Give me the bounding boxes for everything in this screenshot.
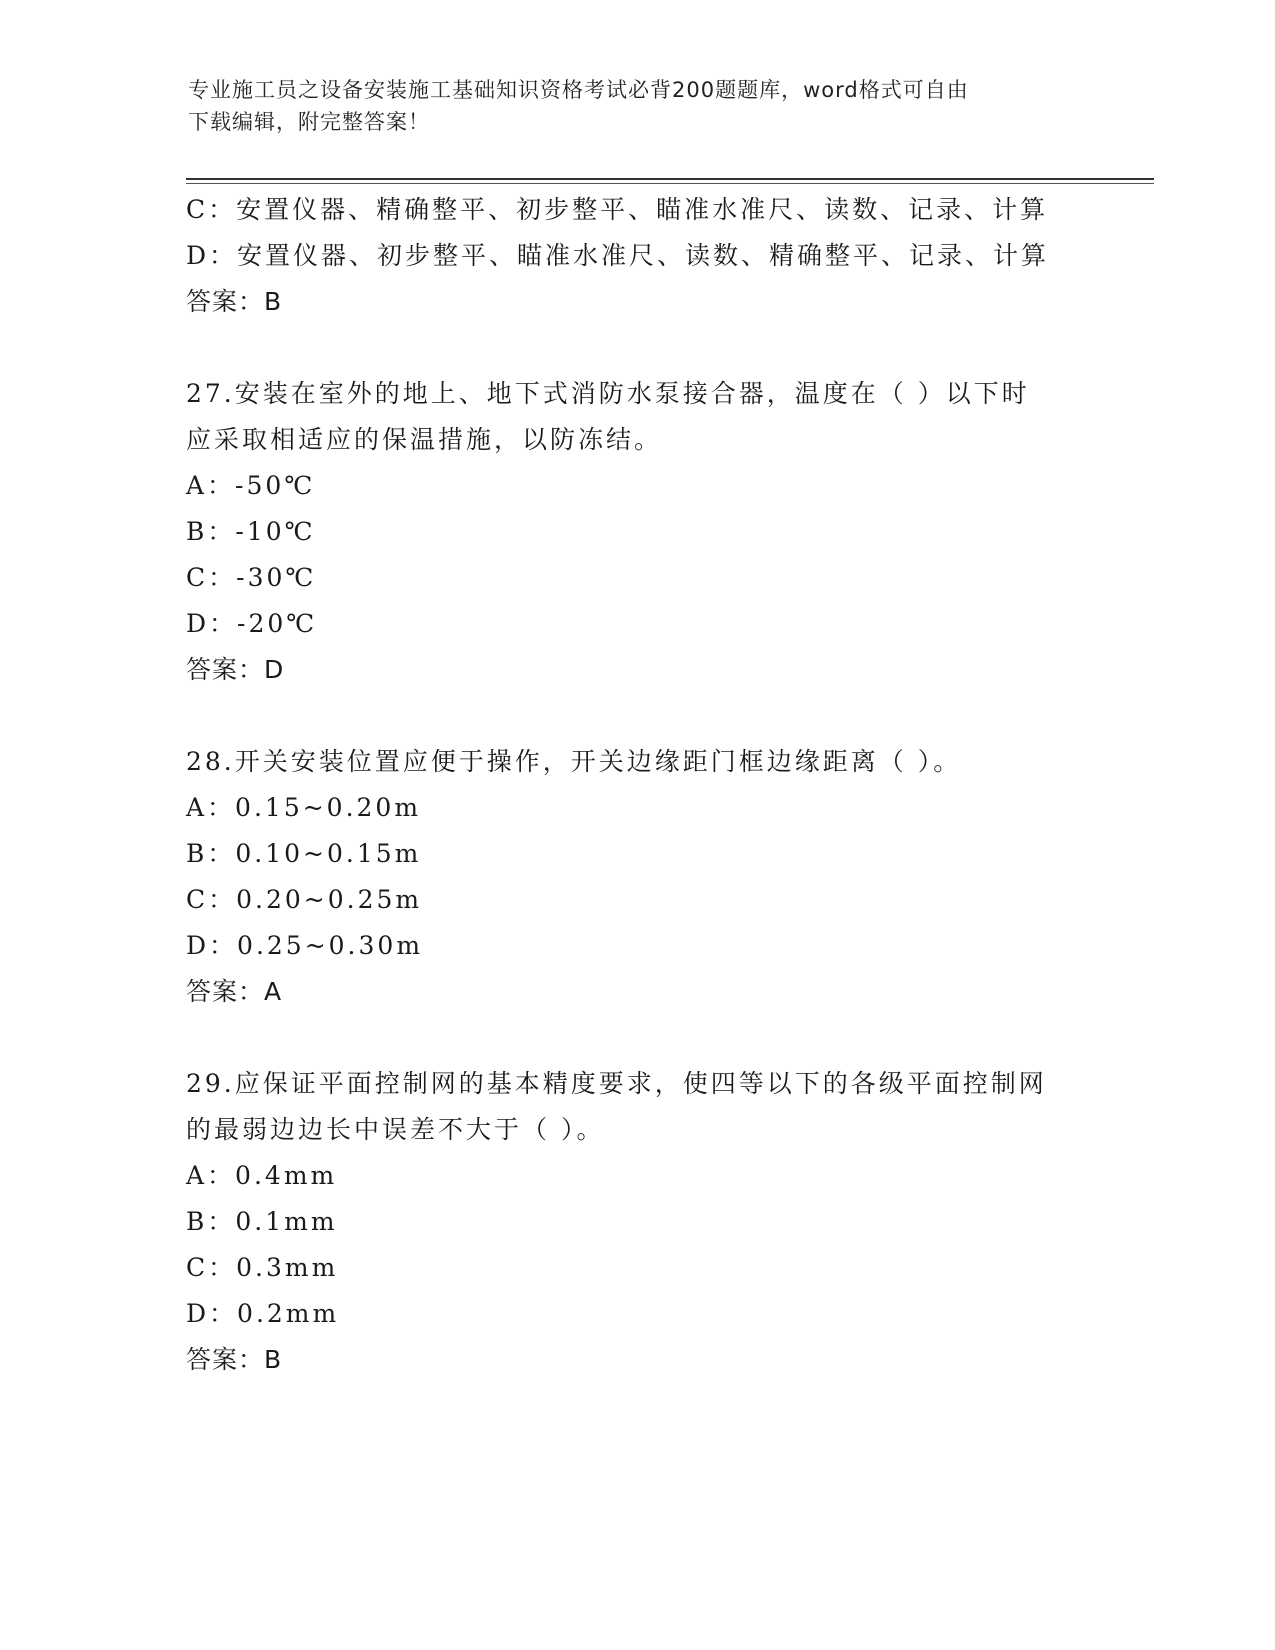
option-c: C：安置仪器、精确整平、初步整平、瞄准水准尺、读数、记录、计算 bbox=[186, 195, 1049, 224]
answer-line: 答案：B bbox=[186, 1345, 283, 1374]
answer-line: 答案：B bbox=[186, 287, 283, 316]
spacer bbox=[186, 1015, 1086, 1061]
question-partial bbox=[186, 187, 1086, 325]
option-c: C：0.3mm bbox=[186, 1253, 339, 1282]
option-b: B：-10℃ bbox=[186, 517, 316, 546]
option-a: A：-50℃ bbox=[186, 471, 316, 500]
question-27 bbox=[186, 371, 1086, 693]
option-b: B：0.10~0.15m bbox=[186, 839, 422, 868]
answer-line: 答案：D bbox=[186, 655, 285, 684]
question-text-line-2: 应采取相适应的保温措施，以防冻结。 bbox=[186, 425, 663, 454]
header-divider-thin bbox=[186, 183, 1154, 184]
question-text-line-2: 的最弱边边长中误差不大于（ ）。 bbox=[186, 1115, 605, 1144]
document-header bbox=[188, 74, 1068, 138]
option-c: C：0.20~0.25m bbox=[186, 885, 423, 914]
option-d: D：0.25~0.30m bbox=[186, 931, 424, 960]
question-list bbox=[186, 187, 1086, 1383]
spacer bbox=[186, 325, 1086, 371]
option-b: B：0.1mm bbox=[186, 1207, 338, 1236]
option-c: C：-30℃ bbox=[186, 563, 317, 592]
header-divider-thick bbox=[186, 178, 1154, 180]
header-line-2: 下载编辑，附完整答案！ bbox=[188, 110, 430, 134]
answer-line: 答案：A bbox=[186, 977, 283, 1006]
option-d: D：0.2mm bbox=[186, 1299, 340, 1328]
question-29 bbox=[186, 1061, 1086, 1383]
header-line-1: 专业施工员之设备安装施工基础知识资格考试必背200题题库，word格式可自由 bbox=[188, 78, 969, 102]
question-28 bbox=[186, 739, 1086, 1015]
question-text-line-1: 29.应保证平面控制网的基本精度要求，使四等以下的各级平面控制网 bbox=[186, 1069, 1047, 1098]
option-d: D：-20℃ bbox=[186, 609, 318, 638]
option-a: A：0.15~0.20m bbox=[186, 793, 422, 822]
option-d: D：安置仪器、初步整平、瞄准水准尺、读数、精确整平、记录、计算 bbox=[186, 241, 1050, 270]
question-text-line-1: 27.安装在室外的地上、地下式消防水泵接合器，温度在（ ）以下时 bbox=[186, 379, 1030, 408]
option-a: A：0.4mm bbox=[186, 1161, 338, 1190]
question-text-line-1: 28.开关安装位置应便于操作，开关边缘距门框边缘距离（ ）。 bbox=[186, 747, 962, 776]
spacer bbox=[186, 693, 1086, 739]
